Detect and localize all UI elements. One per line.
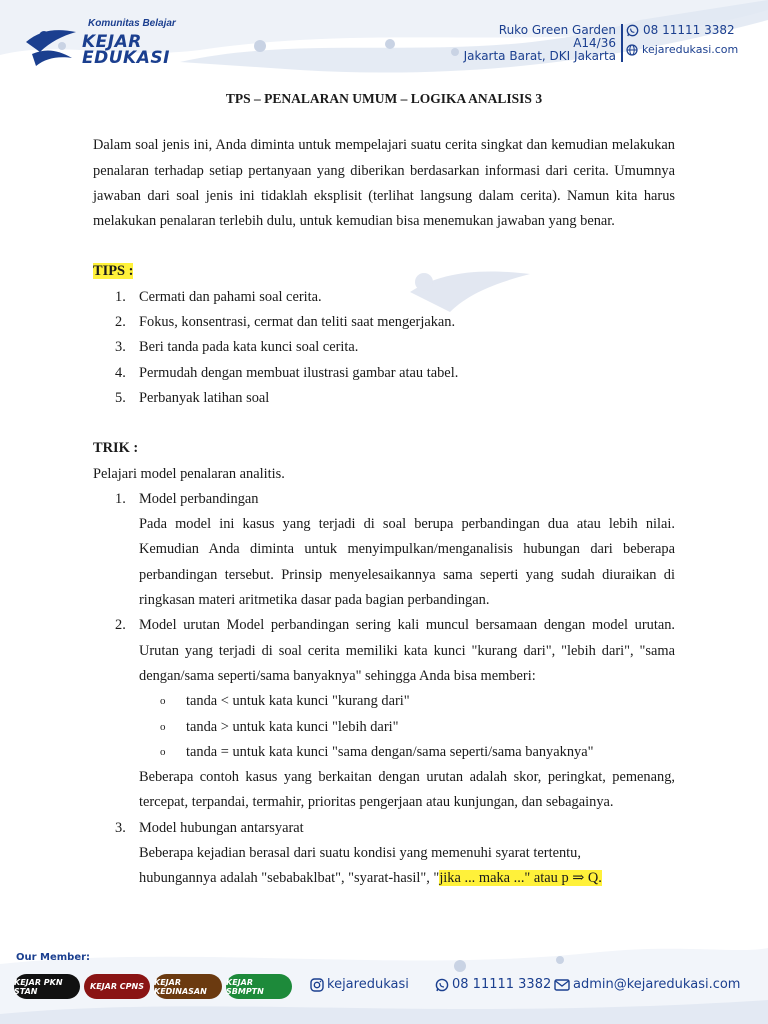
model-item: 1. Model perbandingan Pada model ini kasus yang terjadi di soal berupa perbandingan dua atau lebih nilai. Kemudian Anda diminta untuk menyimpulkan/menganalisis hubungan dari beberapa perbandingan tersebut. Prinsip menyelesaikannya sama seperti yang sudah diuraikan di ringkasan materi aritmetika dasar pada bagian perbandingan.: [93, 487, 675, 613]
document-body: [93, 82, 675, 892]
mail-icon: [554, 979, 570, 991]
member-badge-kedinasan[interactable]: KEJAR KEDINASAN: [154, 974, 222, 999]
footer-phone[interactable]: 08 11111 3382: [435, 977, 551, 992]
footer-instagram[interactable]: kejaredukasi: [310, 977, 409, 992]
model-title: Model perbandingan: [139, 490, 259, 507]
address-line-3: Jakarta Barat, DKI Jakarta: [463, 49, 616, 63]
globe-icon: [626, 44, 638, 56]
header-divider: [621, 24, 623, 62]
instagram-icon: [310, 978, 324, 992]
page-title: TPS – PENALARAN UMUM – LOGIKA ANALISIS 3: [225, 91, 543, 106]
tips-list: [93, 285, 675, 411]
tips-label: TIPS :: [93, 263, 134, 280]
address-line-2: A14/36: [573, 36, 616, 50]
member-badge-pkn-stan[interactable]: KEJAR PKN STAN: [14, 974, 80, 999]
models-list: [93, 487, 675, 892]
model-body-line2: hubungannya adalah "sebabaklbat", "syarat-hasil", "jika ... maka ..." atau p ⇒ Q.: [139, 870, 602, 887]
page-header: [0, 0, 768, 82]
whatsapp-icon: [435, 978, 449, 992]
page-footer: [0, 944, 768, 1024]
footer-email[interactable]: admin@kejaredukasi.com: [554, 977, 740, 992]
header-contact: [626, 24, 738, 56]
tips-item: 4. Permudah dengan membuat ilustrasi gambar atau tabel.: [115, 364, 459, 381]
logo-tagline: Komunitas Belajar: [88, 18, 176, 29]
model-after: Beberapa contoh kasus yang berkaitan dengan urutan adalah skor, peringkat, pemenang, tercepat, terpandai, termahir, prioritas pengerjaan atau kunjungan, dan sebagainya.: [139, 769, 675, 811]
member-badge-cpns[interactable]: KEJAR CPNS: [84, 974, 150, 999]
header-website[interactable]: kejaredukasi.com: [642, 43, 739, 56]
tips-item: 2. Fokus, konsentrasi, cermat dan teliti saat mengerjakan.: [115, 314, 456, 331]
member-badge-sbmptn[interactable]: KEJAR SBMPTN: [226, 974, 292, 999]
header-phone[interactable]: 08 11111 3382: [643, 23, 735, 37]
highlighted-text: jika ... maka ..." atau p ⇒ Q.: [439, 870, 602, 887]
tips-item: 1. Cermati dan pahami soal cerita.: [115, 288, 322, 305]
whatsapp-icon: [626, 24, 639, 37]
logo-name-line2: EDUKASI: [82, 48, 170, 68]
model-item: 2. Model urutan Model perbandingan sering kali muncul bersamaan dengan model urutan. Urutan yang terjadi di soal cerita memiliki kata kunci "kurang dari", "lebih dari", "sama dengan/sama seperti/sama banyaknya" sehingga Anda bisa memberi: o tanda < untuk kata kunci "kurang dari" o tanda > untuk kata kunci "lebih dari" o tanda = untuk kata kunci "sama dengan/sama seperti/sama banyaknya" Beberapa contoh kasus yang berkaitan dengan urutan adalah skor, peringkat, pemenang, tercepat, terpandai, termahir, prioritas pengerjaan atau kunjungan, dan sebagainya.: [93, 613, 675, 815]
address-line-1: Ruko Green Garden: [498, 23, 616, 37]
logo-name-line1: KEJAR: [82, 32, 142, 52]
model-body: Model urutan Model perbandingan sering kali muncul bersamaan dengan model urutan. Urutan yang terjadi di soal cerita memiliki kata kunci "kurang dari", "lebih dari", "sama dengan/sama seperti/sama banyaknya" sehingga Anda bisa memberi:: [139, 617, 675, 684]
tips-item: 5. Perbanyak latihan soal: [115, 389, 270, 406]
kejar-edukasi-logo: [22, 18, 182, 74]
trik-intro: Pelajari model penalaran analitis.: [93, 465, 285, 482]
bullet-item: o tanda < untuk kata kunci "kurang dari": [160, 693, 410, 710]
model-item: 3. Model hubungan antarsyarat Beberapa kejadian berasal dari suatu kondisi yang memenuhi syarat tertentu, hubungannya adalah "sebabaklbat", "syarat-hasil", "jika ... maka ..." atau p ⇒ Q.: [93, 816, 675, 892]
intro-paragraph: Dalam soal jenis ini, Anda diminta untuk mempelajari suatu cerita singkat dan kemudian melakukan penalaran terhadap setiap pertanyaan yang diberikan berdasarkan informasi dari cerita. Umumnya jawaban dari soal jenis ini tidaklah eksplisit (terlihat langsung dalam cerita). Namun kita harus melakukan penalaran terlebih dulu, untuk kemudian bisa menemukan jawaban yang benar.: [93, 137, 675, 230]
model-bullets: [139, 689, 675, 765]
trik-label: TRIK :: [93, 440, 139, 457]
bullet-item: o tanda > untuk kata kunci "lebih dari": [160, 718, 399, 735]
header-address: [464, 24, 616, 63]
model-title: Model hubungan antarsyarat: [139, 819, 304, 836]
model-body-line1: Beberapa kejadian berasal dari suatu kondisi yang memenuhi syarat tertentu,: [139, 845, 581, 862]
model-body: Pada model ini kasus yang terjadi di soal berupa perbandingan dua atau lebih nilai. Kemudian Anda diminta untuk menyimpulkan/menganalisis hubungan dari beberapa perbandingan tersebut. Prinsip menyelesaikannya sama seperti yang sudah diuraikan di ringkasan materi aritmetika dasar pada bagian perbandingan.: [139, 516, 675, 609]
logo-mark-icon: [22, 22, 82, 72]
member-label: Our Member:: [16, 952, 91, 963]
bullet-item: o tanda = untuk kata kunci "sama dengan/sama seperti/sama banyaknya": [160, 743, 594, 760]
tips-item: 3. Beri tanda pada kata kunci soal cerita.: [115, 339, 359, 356]
